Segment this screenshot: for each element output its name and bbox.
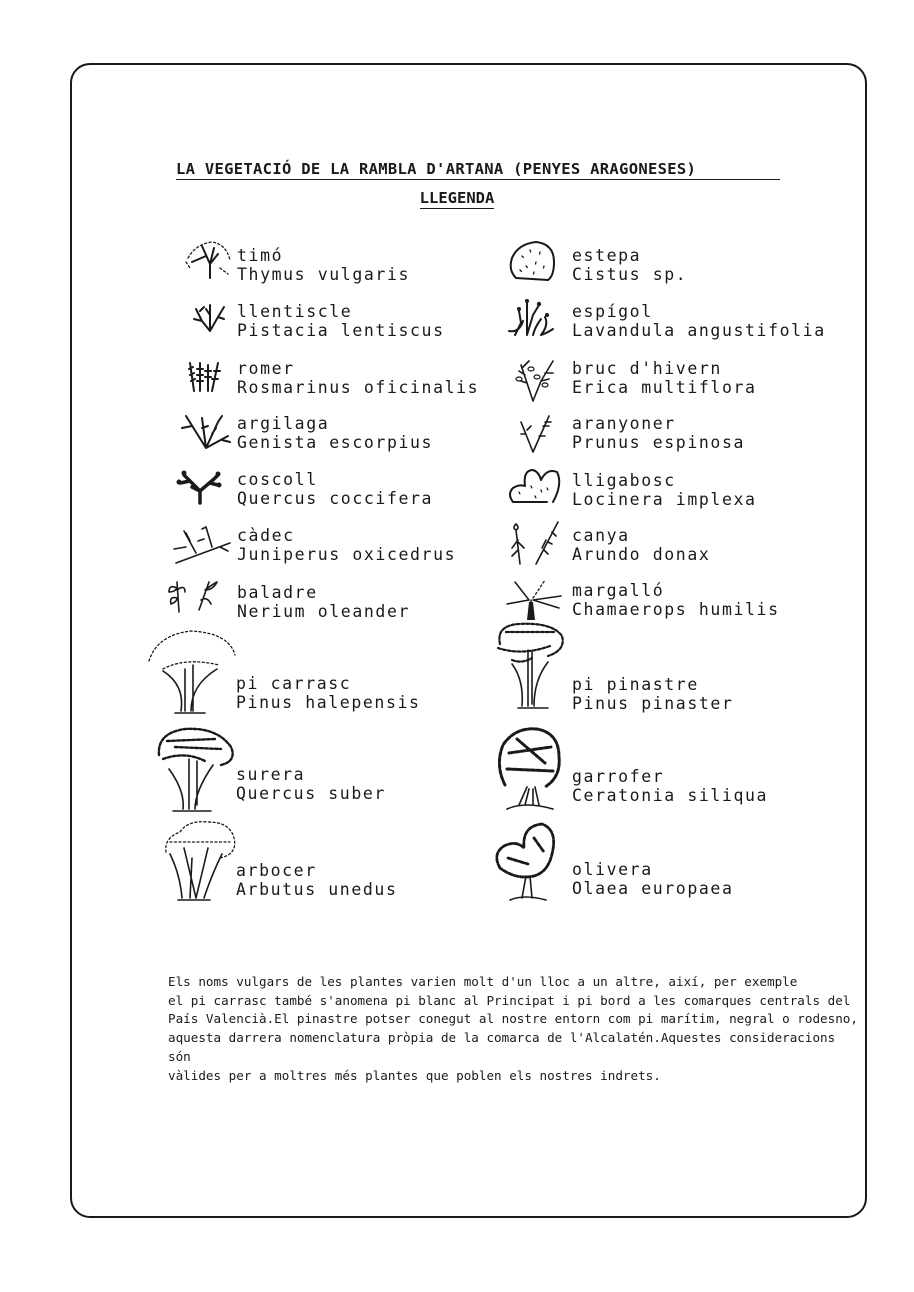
common-name: estepa: [572, 246, 642, 265]
common-name: bruc d'hivern: [572, 359, 722, 378]
common-name: canya: [572, 526, 630, 545]
legend-heading: [0, 189, 914, 207]
common-name: espígol: [572, 302, 653, 321]
common-name: timó: [237, 246, 284, 265]
carob-tree-icon: [495, 725, 570, 813]
scientific-name: Olaea europaea: [572, 879, 734, 898]
common-name: pi carrasc: [236, 674, 352, 693]
scientific-name: Chamaerops humilis: [572, 600, 780, 619]
scientific-name: Erica multiflora: [572, 378, 757, 397]
common-name: llentiscle: [237, 302, 353, 321]
rockrose-icon: [508, 240, 558, 282]
common-name: romer: [237, 359, 295, 378]
scientific-name: Quercus suber: [236, 784, 386, 803]
scientific-name: Arbutus unedus: [236, 880, 398, 899]
footnote-paragraph: Els noms vulgars de les plantes varien molt d'un lloc a un altre, així, per exemple el pi carrasc també s'anomena pi blanc al Principat i pi bord a les comarques centrals del País Valencià.El pinastre potser conegut al nostre entorn com pi marítim, negral o rodesno, aquesta darrera nomenclatura pròpia de la comarca de l'Alcalatén.Aquestes consideracions són vàlides per a moltres més plantes que poblen els nostres indrets.: [168, 974, 858, 1083]
page-title: LA VEGETACIÓ DE LA RAMBLA D'ARTANA (PENYES ARAGONESES): [176, 160, 780, 180]
cork-oak-tree-icon: [155, 725, 240, 815]
common-name: argilaga: [237, 414, 330, 433]
scientific-name: Pinus pinaster: [572, 694, 734, 713]
scientific-name: Quercus coccifera: [237, 489, 434, 508]
aleppo-pine-tree-icon: [145, 625, 240, 717]
kermes-oak-icon: [174, 467, 234, 507]
scientific-name: Rosmarinus oficinalis: [237, 378, 480, 397]
scientific-name: Locinera implexa: [572, 490, 757, 509]
scientific-name: Lavandula angustifolia: [572, 321, 826, 340]
mastic-shrub-icon: [192, 301, 242, 341]
maritime-pine-tree-icon: [492, 620, 572, 712]
olive-tree-icon: [492, 818, 567, 903]
strawberry-tree-icon: [160, 818, 240, 903]
common-name: olivera: [572, 860, 653, 879]
scientific-name: Pinus halepensis: [236, 693, 421, 712]
heather-icon: [513, 355, 573, 405]
scientific-name: Pistacia lentiscus: [237, 321, 445, 340]
common-name: baladre: [237, 583, 318, 602]
common-name: lligabosc: [572, 471, 676, 490]
scientific-name: Juniperus oxicedrus: [237, 545, 457, 564]
juniper-icon: [172, 523, 232, 563]
honeysuckle-icon: [507, 466, 565, 508]
scientific-name: Genista escorpius: [237, 433, 434, 452]
common-name: garrofer: [572, 767, 665, 786]
scientific-name: Arundo donax: [572, 545, 711, 564]
common-name: aranyoner: [572, 414, 676, 433]
oleander-icon: [165, 578, 225, 614]
palm-icon: [505, 576, 565, 621]
legend-heading-text: LLEGENDA: [419, 189, 495, 207]
scientific-name: Cistus sp.: [572, 265, 688, 284]
common-name: coscoll: [237, 470, 318, 489]
common-name: surera: [236, 765, 306, 784]
scientific-name: Nerium oleander: [237, 602, 411, 621]
scientific-name: Ceratonia siliqua: [572, 786, 769, 805]
lavender-icon: [505, 297, 570, 339]
gorse-icon: [176, 412, 236, 452]
common-name: càdec: [237, 526, 295, 545]
cane-icon: [508, 520, 568, 568]
common-name: pi pinastre: [572, 675, 699, 694]
thyme-icon: [182, 240, 232, 280]
rosemary-icon: [186, 361, 236, 401]
scientific-name: Thymus vulgaris: [237, 265, 411, 284]
scientific-name: Prunus espinosa: [572, 433, 746, 452]
common-name: arbocer: [236, 861, 317, 880]
blackthorn-icon: [519, 412, 569, 454]
common-name: margalló: [572, 581, 665, 600]
